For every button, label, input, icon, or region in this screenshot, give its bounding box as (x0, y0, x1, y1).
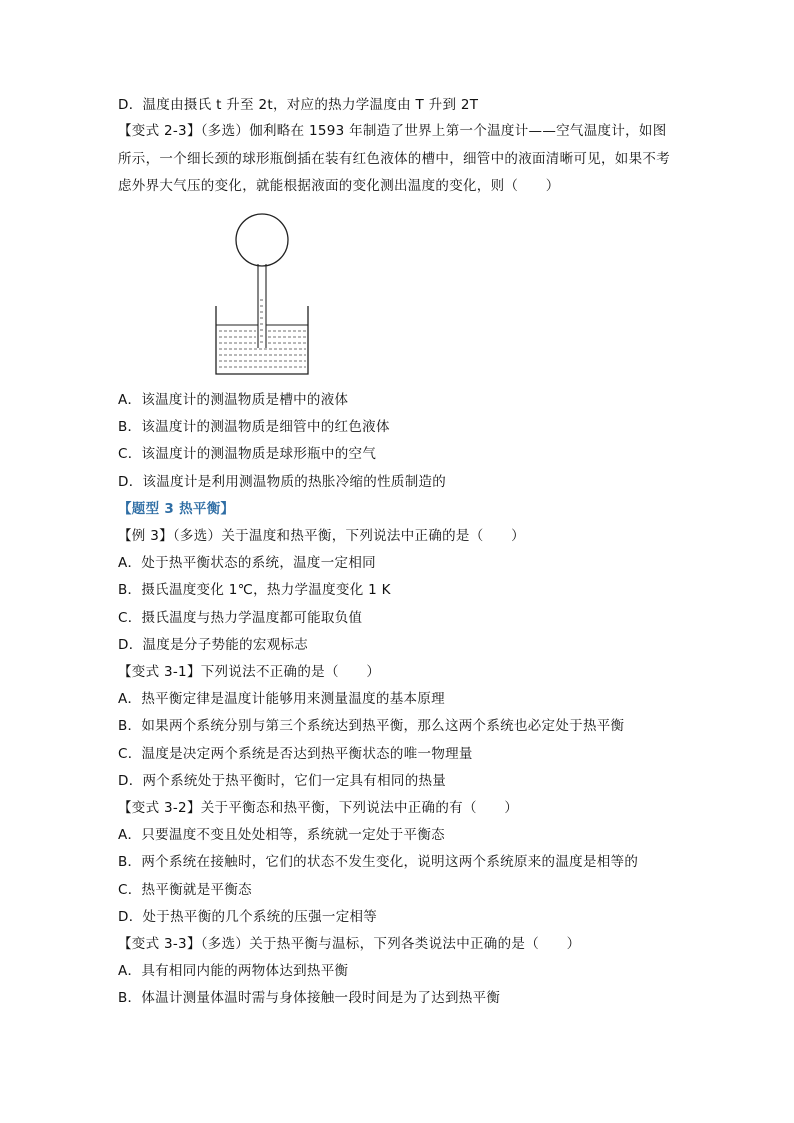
variant-2-3-question: 【变式 2-3】（多选）伽利略在 1593 年制造了世界上第一个温度计——空气温度计，如图所示，一个细长颈的球形瓶倒插在装有红色液体的槽中，细管中的液面清晰可见，如果不考虑外界大气压的变化，就能根据液面的变化测出温度的变化，则（ ） (118, 123, 670, 195)
option-d-text: D．温度是分子势能的宏观标志 (118, 637, 309, 653)
option-a-text: A．具有相同内能的两物体达到热平衡 (118, 963, 349, 979)
variant-3-1-question: 【变式 3-1】下列说法不正确的是（ ） (118, 664, 381, 680)
variant-3-3-question: 【变式 3-3】（多选）关于热平衡与温标，下列各类说法中正确的是（ ） (118, 936, 581, 952)
option-b-text: B．摄氏温度变化 1℃，热力学温度变化 1 K (118, 582, 391, 598)
option-d-text: D．该温度计是利用测温物质的热胀冷缩的性质制造的 (118, 474, 447, 490)
air-thermometer-figure (210, 208, 315, 378)
option-d-text: D．两个系统处于热平衡时，它们一定具有相同的热量 (118, 773, 447, 789)
option-a-text: A．只要温度不变且处处相等，系统就一定处于平衡态 (118, 827, 445, 843)
option-d-text: D．温度由摄氏 t 升至 2t，对应的热力学温度由 T 升到 2T (118, 97, 479, 113)
option-d-text: D．处于热平衡的几个系统的压强一定相等 (118, 909, 378, 925)
option-b-text: B．如果两个系统分别与第三个系统达到热平衡，那么这两个系统也必定处于热平衡 (118, 718, 625, 734)
option-c-text: C．摄氏温度与热力学温度都可能取负值 (118, 610, 363, 626)
option-c-text: C．该温度计的测温物质是球形瓶中的空气 (118, 446, 377, 462)
variant-3-2-question: 【变式 3-2】关于平衡态和热平衡，下列说法中正确的有（ ） (118, 800, 519, 816)
option-c-text: C．温度是决定两个系统是否达到热平衡状态的唯一物理量 (118, 746, 473, 762)
option-b-text: B．体温计测量体温时需与身体接触一段时间是为了达到热平衡 (118, 990, 501, 1006)
example-3-question: 【例 3】（多选）关于温度和热平衡，下列说法中正确的是（ ） (118, 528, 525, 544)
option-a-text: A．热平衡定律是温度计能够用来测量温度的基本原理 (118, 691, 445, 707)
option-b-text: B．该温度计的测温物质是细管中的红色液体 (118, 419, 390, 435)
option-a-text: A．该温度计的测温物质是槽中的液体 (118, 392, 349, 408)
option-b-text: B．两个系统在接触时，它们的状态不发生变化，说明这两个系统原来的温度是相等的 (118, 854, 639, 870)
option-c-text: C．热平衡就是平衡态 (118, 882, 252, 898)
section-heading: 【题型 3 热平衡】 (118, 501, 235, 517)
option-a-text: A．处于热平衡状态的系统，温度一定相同 (118, 555, 376, 571)
